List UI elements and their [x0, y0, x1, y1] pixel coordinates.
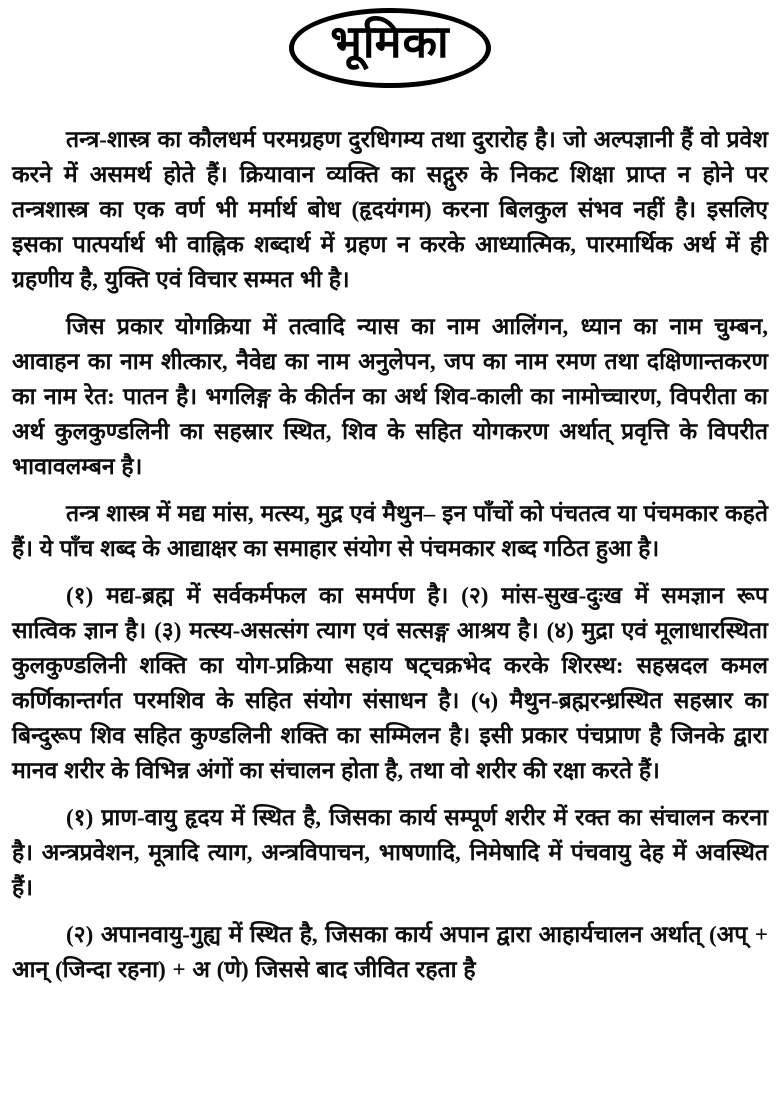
paragraph-6: (२) अपानवायु-गुह्य में स्थित है, जिसका कार्य अपान द्वारा आहार्यचालन अर्थात् (अप् + आन् (जिन्दा रहना) + अ (णे) जिससे बाद जीवित रहता है: [12, 922, 768, 982]
page-title: भूमिका: [330, 17, 450, 67]
paragraph-5: (१) प्राण-वायु हृदय में स्थित है, जिसका कार्य सम्पूर्ण शरीर में रक्त का संचालन करना है। अन्त्रप्रवेशन, मूत्रादि त्याग, अन्त्रविपाचन, भाषणादि, निमेषादि में पंचवायु देह में अवस्थित हैं।: [12, 805, 768, 900]
page-title-oval: [289, 8, 490, 88]
paragraph-3: तन्त्र शास्त्र में मद्य मांस, मत्स्य, मुद्र एवं मैथुन– इन पाँचों को पंचतत्व या पंचमकार कहते हैं। ये पाँच शब्द के आद्याक्षर का समाहार संयोग से पंचमकार शब्द गठित हुआ है।: [12, 501, 768, 561]
title-container: [12, 8, 768, 88]
paragraph-1: तन्त्र-शास्त्र का कौलधर्म परमग्रहण दुरधिगम्य तथा दुरारोह है। जो अल्पज्ञानी हैं वो प्रवेश करने में असमर्थ होते हैं। क्रियावान व्यक्ति का सद्गुरु के निकट शिक्षा प्राप्त न होने पर तन्त्रशास्त्र का एक वर्ण भी मर्मार्थ बोध (हृदयंगम) करना बिलकुल संभव नहीं है। इसलिए इसका पात्पर्यार्थ भी वाह्निक शब्दार्थ में ग्रहण न करके आध्यात्मिक, पारमार्थिक अर्थ में ही ग्रहणीय है, युक्ति एवं विचार सम्मत भी है।: [12, 127, 768, 292]
paragraph-2: जिस प्रकार योगक्रिया में तत्वादि न्यास का नाम आलिंगन, ध्यान का नाम चुम्बन, आवाहन का नाम शीत्कार, नैवेद्य का नाम अनुलेपन, जप का नाम रमण तथा दक्षिणान्तकरण का नाम रेत: पातन है। भगलिङ्ग के कीर्तन का अर्थ शिव-काली का नामोच्चारण, विपरीता का अर्थ कुलकुण्डलिनी का सहस्रार स्थित, शिव के सहित योगकरण अर्थात् प्रवृत्ति के विपरीत भावावलम्बन है।: [12, 314, 768, 479]
paragraph-4: (१) मद्य-ब्रह्म में सर्वकर्मफल का समर्पण है। (२) मांस-सुख-दुःख में समज्ञान रूप सात्विक ज्ञान है। (३) मत्स्य-असत्संग त्याग एवं सत्सङ्ग आश्रय है। (४) मुद्रा एवं मूलाधारस्थिता कुलकुण्डलिनी शक्ति का योग-प्रक्रिया सहाय षट्चक्रभेद करके शिरस्थ: सहस्रदल कमल कर्णिकान्तर्गत परमशिव के सहित संयोग संसाधन है। (५) मैथुन-ब्रह्मरन्ध्रस्थित सहस्रार का बिन्दुरूप शिव सहित कुण्डलिनी शक्ति का सम्मिलन है। इसी प्रकार पंचप्राण है जिनके द्वारा मानव शरीर के विभिन्न अंगों का संचालन होता है, तथा वो शरीर की रक्षा करते हैं।: [12, 583, 768, 783]
body-text: [12, 122, 768, 987]
